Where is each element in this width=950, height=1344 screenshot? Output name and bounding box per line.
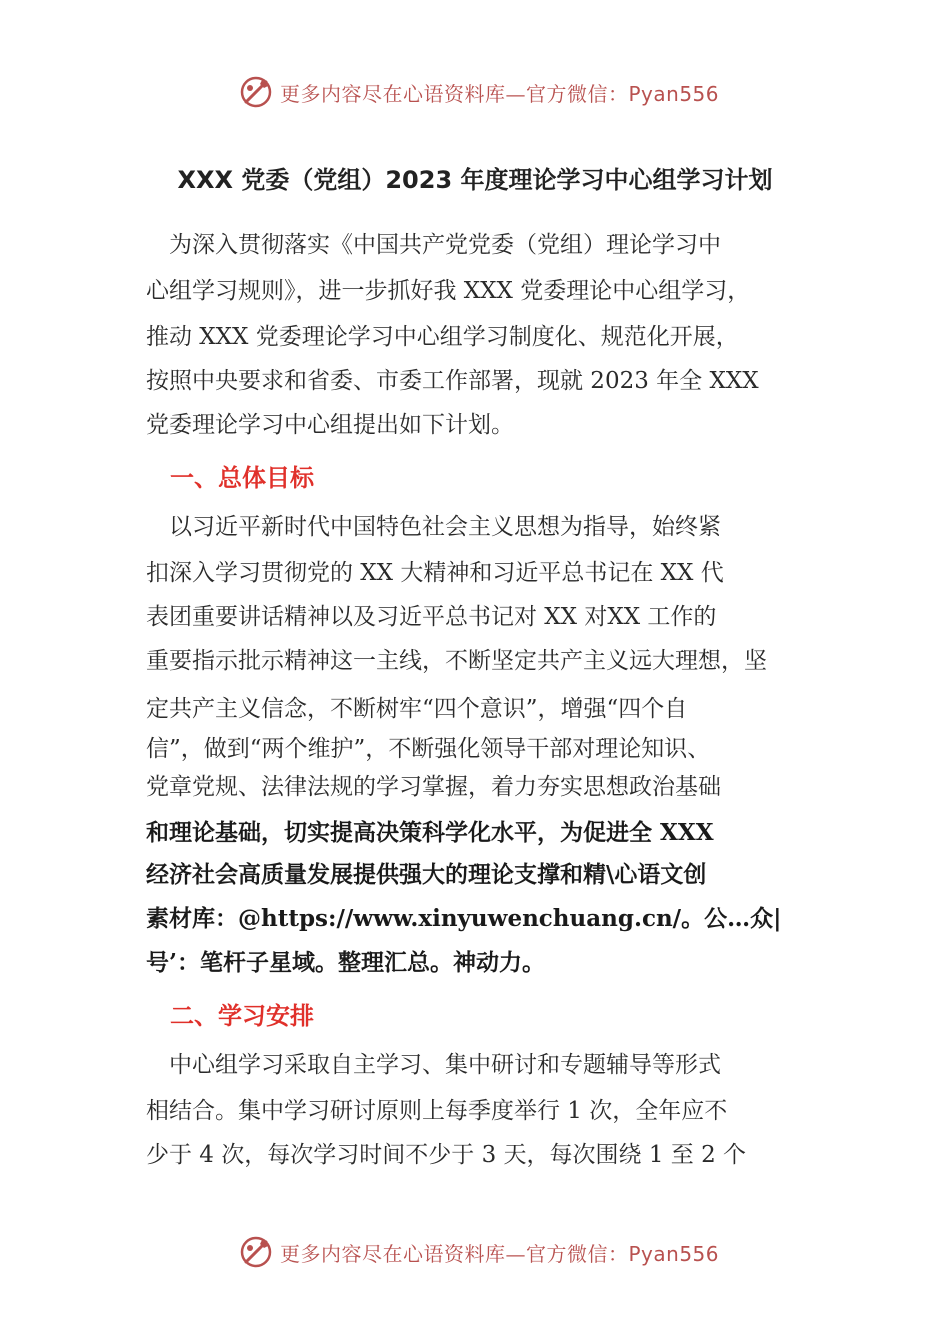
section2-line: 中心组学习采取自主学习、集中研讨和专题辅导等形式 [146,1052,721,1078]
section-heading-arrangement: 二、学习安排 [170,1002,314,1030]
section-heading-goals: 一、总体目标 [170,464,314,492]
section1-line: 表团重要讲话精神以及习近平总书记对 XX 对XX 工作的 [146,604,717,630]
section2-line: 少于 4 次，每次学习时间不少于 3 天，每次围绕 1 至 2 个 [146,1142,747,1168]
document-title: XXX 党委（党组）2023 年度理论学习中心组学习计划 [177,166,773,194]
section1-line: 党章党规、法律法规的学习掌握，着力夯实思想政治基础 [146,774,721,800]
banner-main-text: 更多内容尽在心语资料库—官方微信： [280,81,629,106]
section2-line: 相结合。集中学习研讨原则上每季度举行 1 次，全年应不 [146,1098,728,1124]
section1-bold-line: 号’：笔杆子星域。整理汇总。神动力。 [146,949,546,976]
pen-logo-icon [238,74,274,110]
intro-line: 按照中央要求和省委、市委工作部署，现就 2023 年全 XXX [146,368,759,394]
banner-text [280,78,719,107]
section1-line: 扣深入学习贯彻党的 XX 大精神和习近平总书记在 XX 代 [146,560,724,586]
section1-line: 以习近平新时代中国特色社会主义思想为指导，始终紧 [146,514,721,540]
footer-banner [238,1232,758,1272]
section1-line: 重要指示批示精神这一主线，不断坚定共产主义远大理想，坚 [146,648,767,674]
section1-bold-line: 素材库：@https://www.xinyuwenchuang.cn/。公…众| [146,905,782,932]
intro-line: 为深入贯彻落实《中国共产党党委（党组）理论学习中 [146,232,721,258]
section1-line: 定共产主义信念，不断树牢“四个意识”，增强“四个自 [146,696,688,722]
banner-wechat-id: Pyan556 [628,1241,720,1266]
banner-wechat-id: Pyan556 [628,81,720,106]
intro-line: 党委理论学习中心组提出如下计划。 [146,412,514,438]
pen-logo-icon [238,1234,274,1270]
intro-line: 推动 XXX 党委理论学习中心组学习制度化、规范化开展， [146,324,739,350]
banner-main-text: 更多内容尽在心语资料库—官方微信： [280,1241,629,1266]
section1-bold-line: 和理论基础，切实提高决策科学化水平，为促进全 XXX [146,819,714,846]
intro-line: 心组学习规则》，进一步抓好我 XXX 党委理论中心组学习， [146,278,751,304]
header-banner [238,72,758,112]
section1-line: 信”，做到“两个维护”，不断强化领导干部对理论知识、 [146,736,711,762]
section1-bold-line: 经济社会高质量发展提供强大的理论支撑和精\心语文创 [146,861,707,888]
banner-text [280,1238,719,1267]
